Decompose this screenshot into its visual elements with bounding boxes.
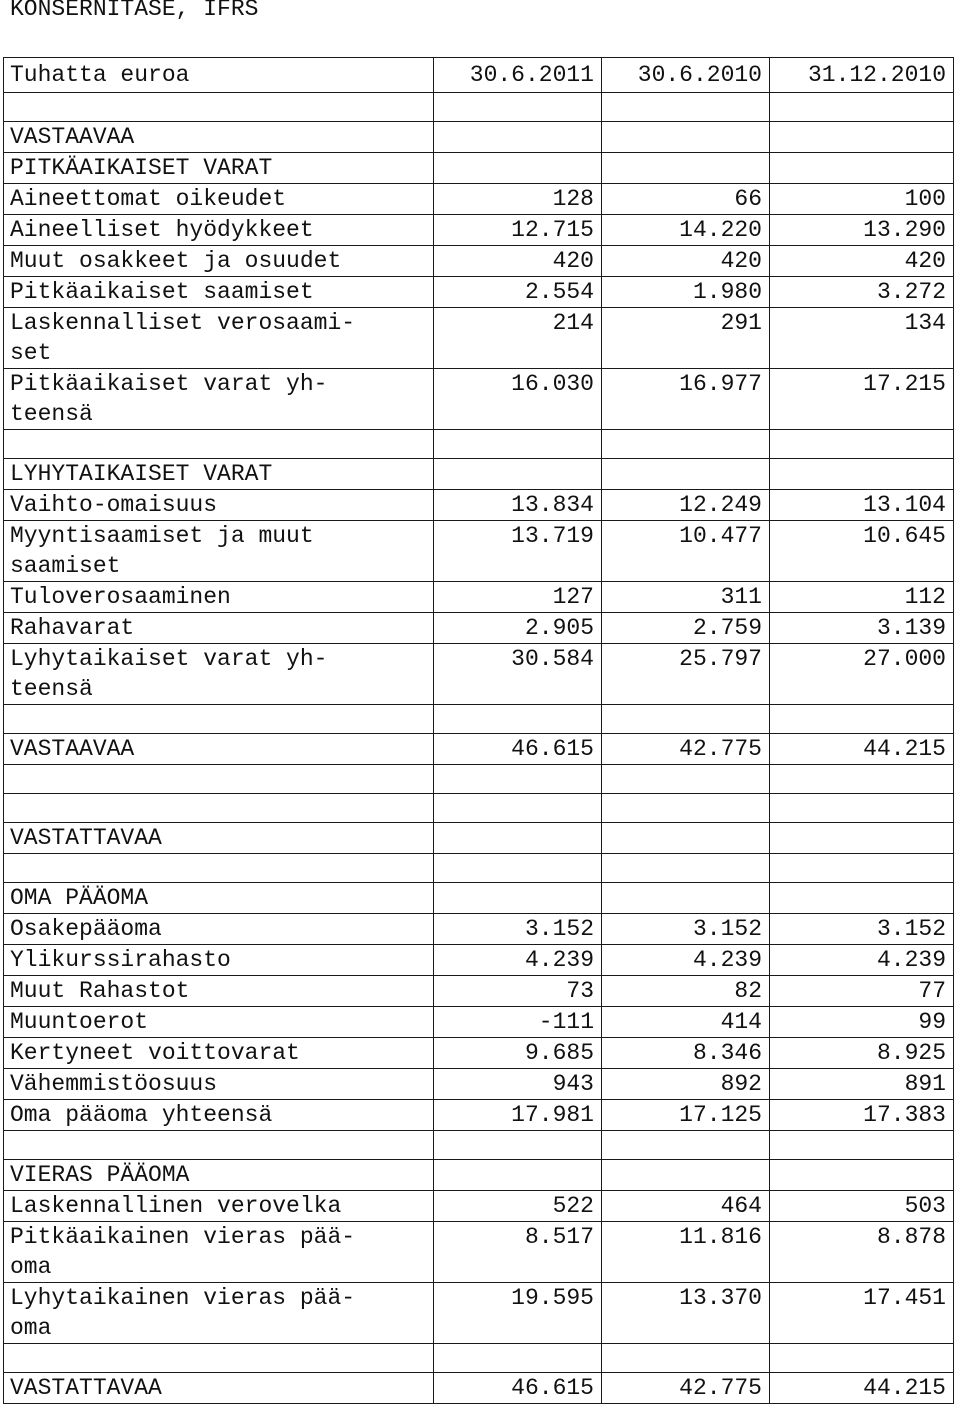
header-row	[4, 58, 954, 93]
section-heading: OMA PÄÄOMA	[4, 883, 434, 914]
value-cell: 30.584	[434, 644, 602, 705]
empty-cell	[602, 823, 770, 854]
table-row	[4, 734, 954, 765]
table-row	[4, 215, 954, 246]
section-heading-row	[4, 823, 954, 854]
empty-cell	[602, 122, 770, 153]
value-cell: 12.715	[434, 215, 602, 246]
value-cell: 420	[602, 246, 770, 277]
row-label: Laskennallinen verovelka	[4, 1191, 434, 1222]
value-cell: 8.925	[770, 1038, 954, 1069]
row-label: Laskennalliset verosaami- set	[4, 308, 434, 369]
value-cell: 27.000	[770, 644, 954, 705]
value-cell: 3.152	[770, 914, 954, 945]
value-cell: 17.981	[434, 1100, 602, 1131]
value-cell: 25.797	[602, 644, 770, 705]
table-row	[4, 246, 954, 277]
value-cell: 128	[434, 184, 602, 215]
empty-cell	[434, 459, 602, 490]
column-header-31-12-2010: 31.12.2010	[770, 58, 954, 93]
row-label: Pitkäaikainen vieras pää- oma	[4, 1222, 434, 1283]
value-cell: 4.239	[770, 945, 954, 976]
empty-cell	[602, 883, 770, 914]
table-row	[4, 369, 954, 430]
row-label: Tuloverosaaminen	[4, 582, 434, 613]
section-heading: VIERAS PÄÄOMA	[4, 1160, 434, 1191]
value-cell: 1.980	[602, 277, 770, 308]
row-label: Myyntisaamiset ja muut saamiset	[4, 521, 434, 582]
spacer-row	[4, 794, 954, 823]
spacer-row	[4, 854, 954, 883]
row-label: Pitkäaikaiset saamiset	[4, 277, 434, 308]
value-cell: 46.615	[434, 1373, 602, 1404]
value-cell: 17.125	[602, 1100, 770, 1131]
value-cell: 464	[602, 1191, 770, 1222]
column-header-30-6-2011: 30.6.2011	[434, 58, 602, 93]
empty-cell	[602, 1160, 770, 1191]
row-label: Ylikurssirahasto	[4, 945, 434, 976]
table-row	[4, 1373, 954, 1404]
table-row	[4, 976, 954, 1007]
value-cell: 73	[434, 976, 602, 1007]
value-cell: 19.595	[434, 1283, 602, 1344]
value-cell: 17.383	[770, 1100, 954, 1131]
section-heading: VASTATTAVAA	[4, 823, 434, 854]
value-cell: 414	[602, 1007, 770, 1038]
empty-cell	[434, 823, 602, 854]
empty-cell	[434, 883, 602, 914]
table-row	[4, 521, 954, 582]
row-label: Vähemmistöosuus	[4, 1069, 434, 1100]
empty-cell	[602, 153, 770, 184]
table-row	[4, 184, 954, 215]
empty-cell	[770, 153, 954, 184]
value-cell: 291	[602, 308, 770, 369]
table-row	[4, 644, 954, 705]
value-cell: 46.615	[434, 734, 602, 765]
table-row	[4, 490, 954, 521]
table-row	[4, 277, 954, 308]
table-row	[4, 613, 954, 644]
value-cell: 9.685	[434, 1038, 602, 1069]
value-cell: 13.290	[770, 215, 954, 246]
value-cell: 13.834	[434, 490, 602, 521]
value-cell: 892	[602, 1069, 770, 1100]
table-row	[4, 945, 954, 976]
value-cell: 3.272	[770, 277, 954, 308]
value-cell: 13.719	[434, 521, 602, 582]
row-label: Muut osakkeet ja osuudet	[4, 246, 434, 277]
spacer-row	[4, 93, 954, 122]
empty-cell	[770, 122, 954, 153]
value-cell: 420	[434, 246, 602, 277]
value-cell: 3.152	[434, 914, 602, 945]
row-label: Lyhytaikaiset varat yh- teensä	[4, 644, 434, 705]
value-cell: 2.905	[434, 613, 602, 644]
empty-cell	[770, 1160, 954, 1191]
value-cell: 8.517	[434, 1222, 602, 1283]
row-label: Aineelliset hyödykkeet	[4, 215, 434, 246]
empty-cell	[770, 883, 954, 914]
value-cell: 17.215	[770, 369, 954, 430]
value-cell: 891	[770, 1069, 954, 1100]
row-label: Osakepääoma	[4, 914, 434, 945]
value-cell: 17.451	[770, 1283, 954, 1344]
empty-cell	[434, 153, 602, 184]
value-cell: 44.215	[770, 734, 954, 765]
table-row	[4, 1069, 954, 1100]
value-cell: 77	[770, 976, 954, 1007]
value-cell: 8.878	[770, 1222, 954, 1283]
spacer-row	[4, 430, 954, 459]
table-row	[4, 1283, 954, 1344]
section-heading: VASTAAVAA	[4, 122, 434, 153]
row-label: Lyhytaikainen vieras pää- oma	[4, 1283, 434, 1344]
row-label: Oma pääoma yhteensä	[4, 1100, 434, 1131]
value-cell: 214	[434, 308, 602, 369]
row-label: VASTATTAVAA	[4, 1373, 434, 1404]
table-row	[4, 1038, 954, 1069]
value-cell: 112	[770, 582, 954, 613]
section-heading: LYHYTAIKAISET VARAT	[4, 459, 434, 490]
table-row	[4, 914, 954, 945]
value-cell: 11.816	[602, 1222, 770, 1283]
value-cell: 13.370	[602, 1283, 770, 1344]
value-cell: 10.477	[602, 521, 770, 582]
value-cell: 420	[770, 246, 954, 277]
value-cell: 16.977	[602, 369, 770, 430]
table-row	[4, 582, 954, 613]
header-label: Tuhatta euroa	[4, 58, 434, 93]
value-cell: 522	[434, 1191, 602, 1222]
table-row	[4, 1222, 954, 1283]
row-label: Kertyneet voittovarat	[4, 1038, 434, 1069]
value-cell: 8.346	[602, 1038, 770, 1069]
value-cell: 66	[602, 184, 770, 215]
value-cell: 3.139	[770, 613, 954, 644]
section-heading-row	[4, 883, 954, 914]
section-heading-row	[4, 122, 954, 153]
table-row	[4, 1007, 954, 1038]
value-cell: 42.775	[602, 734, 770, 765]
value-cell: 99	[770, 1007, 954, 1038]
row-label: Rahavarat	[4, 613, 434, 644]
value-cell: 14.220	[602, 215, 770, 246]
value-cell: 943	[434, 1069, 602, 1100]
value-cell: 127	[434, 582, 602, 613]
spacer-row	[4, 765, 954, 794]
empty-cell	[602, 459, 770, 490]
value-cell: 13.104	[770, 490, 954, 521]
balance-sheet-table	[3, 57, 954, 1404]
value-cell: 3.152	[602, 914, 770, 945]
table-row	[4, 308, 954, 369]
row-label: Vaihto-omaisuus	[4, 490, 434, 521]
value-cell: 100	[770, 184, 954, 215]
document-title: KONSERNITASE, IFRS	[10, 0, 259, 22]
empty-cell	[770, 459, 954, 490]
value-cell: 2.554	[434, 277, 602, 308]
row-label: VASTAAVAA	[4, 734, 434, 765]
empty-cell	[434, 122, 602, 153]
table-row	[4, 1100, 954, 1131]
value-cell: 82	[602, 976, 770, 1007]
value-cell: 44.215	[770, 1373, 954, 1404]
spacer-row	[4, 705, 954, 734]
row-label: Muuntoerot	[4, 1007, 434, 1038]
value-cell: 12.249	[602, 490, 770, 521]
table-row	[4, 1191, 954, 1222]
value-cell: 311	[602, 582, 770, 613]
value-cell: 134	[770, 308, 954, 369]
section-heading-row	[4, 1160, 954, 1191]
value-cell: 503	[770, 1191, 954, 1222]
row-label: Aineettomat oikeudet	[4, 184, 434, 215]
spacer-row	[4, 1344, 954, 1373]
row-label: Muut Rahastot	[4, 976, 434, 1007]
value-cell: 42.775	[602, 1373, 770, 1404]
value-cell: 4.239	[602, 945, 770, 976]
section-heading-row	[4, 153, 954, 184]
value-cell: 16.030	[434, 369, 602, 430]
row-label: Pitkäaikaiset varat yh- teensä	[4, 369, 434, 430]
empty-cell	[434, 1160, 602, 1191]
table-body	[4, 122, 954, 1404]
column-header-30-6-2010: 30.6.2010	[602, 58, 770, 93]
section-heading-row	[4, 459, 954, 490]
spacer-row	[4, 1131, 954, 1160]
section-heading: PITKÄAIKAISET VARAT	[4, 153, 434, 184]
empty-cell	[770, 823, 954, 854]
value-cell: -111	[434, 1007, 602, 1038]
value-cell: 10.645	[770, 521, 954, 582]
value-cell: 2.759	[602, 613, 770, 644]
value-cell: 4.239	[434, 945, 602, 976]
